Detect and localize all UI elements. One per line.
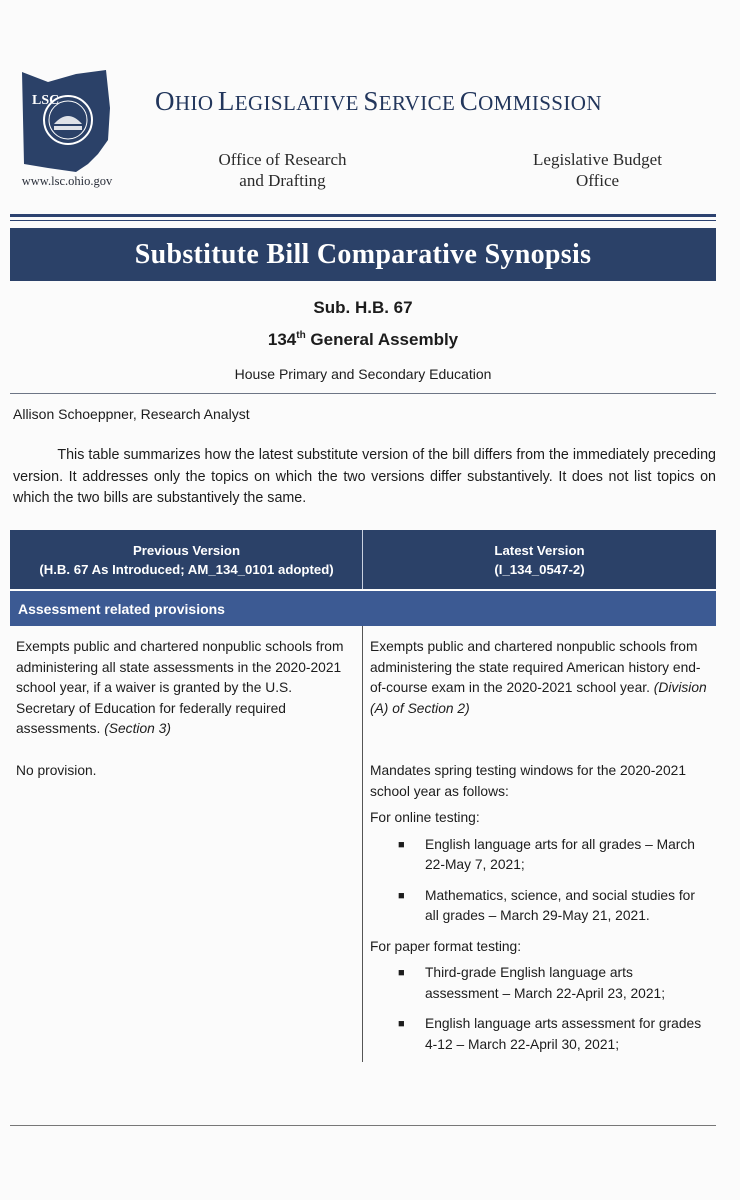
testing-intro: Mandates spring testing windows for the 2020-2021 school year as follows:: [370, 763, 686, 799]
bullet-icon: ■: [398, 838, 405, 851]
list-item: ■ English language arts assessment for grades 4-12 – March 22-April 30, 2021;: [398, 1016, 702, 1052]
section-divider: [10, 393, 716, 394]
comparison-table-header: [10, 530, 716, 589]
list-item: ■ Third-grade English language arts assessment – March 22-April 23, 2021;: [398, 965, 666, 1001]
paper-testing-label: For paper format testing:: [370, 938, 522, 954]
row1-previous-cell: Exempts public and chartered nonpublic schools from administering all state assessments in the 2020-2021 school year, if a waiver is granted by the U.S. Secretary of Education for federally required assessments. (Section 3): [16, 639, 344, 736]
document-title-banner: [10, 228, 716, 281]
organization-title: OHIO LEGISLATIVE SERVICE COMMISSION: [155, 86, 602, 116]
section-title: Assessment related provisions: [18, 601, 225, 617]
analyst-name: Allison Schoeppner, Research Analyst: [13, 406, 250, 422]
header-rule-thick: [10, 214, 716, 217]
row2-latest-cell: [370, 761, 710, 1065]
general-assembly: 134th General Assembly: [267, 330, 459, 349]
logo-letter-l: LSC: [32, 93, 60, 108]
office-research-drafting: Office of Research and Drafting: [218, 150, 347, 190]
list-item: ■ Mathematics, science, and social studies for all grades – March 29-May 21, 2021.: [398, 887, 695, 923]
summary-paragraph: This table summarizes how the latest substitute version of the bill differs from the immediately preceding version. It addresses only the topics on which the two versions differ substantively. It does not list topics on which the two bills are substantively the same.: [13, 447, 716, 506]
page-bottom-rule: [10, 1125, 716, 1126]
lsc-ohio-logo: [18, 68, 120, 176]
committee-name: House Primary and Secondary Education: [234, 366, 492, 382]
bullet-icon: ■: [398, 967, 405, 979]
document-title: Substitute Bill Comparative Synopsis: [134, 238, 592, 270]
header-latest-version: Latest Version (I_134_0547-2): [494, 542, 585, 577]
header-previous-version: Previous Version (H.B. 67 As Introduced; AM_134_0101 adopted): [39, 542, 334, 577]
website-url[interactable]: www.lsc.ohio.gov: [21, 174, 113, 188]
office-legislative-budget: Legislative Budget Office: [533, 150, 662, 190]
table-column-divider: [362, 626, 363, 1062]
online-testing-label: For online testing:: [370, 810, 480, 825]
row2-previous-cell: No provision.: [16, 763, 97, 778]
row1-latest-cell: Exempts public and chartered nonpublic schools from administering the state required American history end-of-course exam in the 2020-2021 school year. (Division (A) of Section 2): [370, 639, 707, 716]
header-rule-thin: [10, 220, 716, 221]
list-item: ■ English language arts for all grades – March 22-May 7, 2021;: [398, 836, 695, 872]
citation: (Section 3): [104, 721, 171, 736]
bullet-icon: ■: [398, 1018, 405, 1030]
bullet-icon: ■: [398, 889, 405, 902]
bill-number: Sub. H.B. 67: [313, 298, 413, 317]
table-section-row: [10, 590, 716, 626]
citation: (Division (A) of Section 2): [370, 680, 707, 716]
